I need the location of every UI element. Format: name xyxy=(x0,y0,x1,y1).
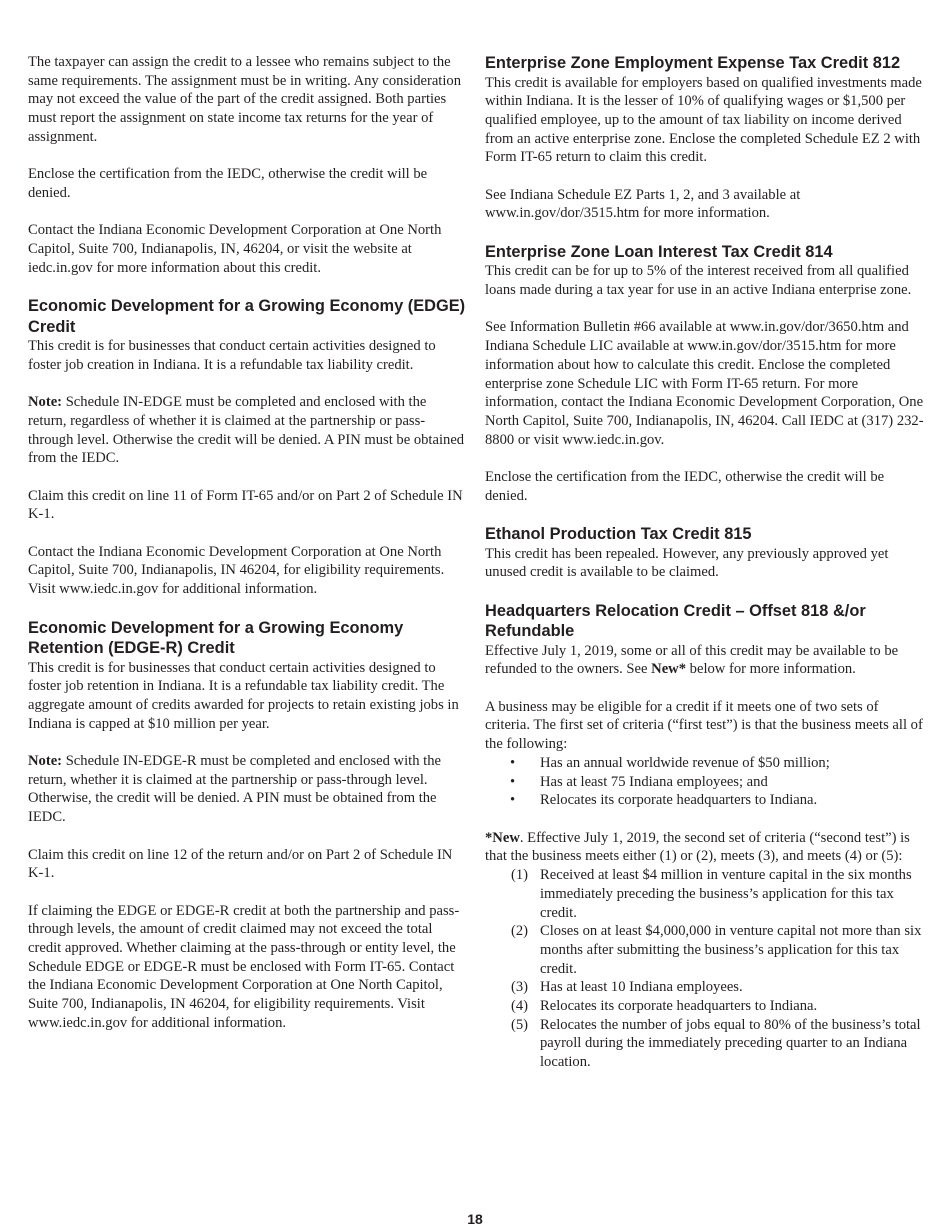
hq-new-label: *New xyxy=(485,829,520,846)
list-item-text: Received at least $4 million in venture capital in the six months immediately preceding the business’s application for this tax credit. xyxy=(540,867,912,921)
ez-loan-paragraph-1: This credit can be for up to 5% of the interest received from all qualified loans made during a tax year for use in an active Indiana enterprise zone. xyxy=(485,263,912,298)
first-test-list xyxy=(485,754,925,810)
list-item-number: (2) xyxy=(511,923,529,940)
list-item-number: (4) xyxy=(511,998,529,1015)
list-item-number: (1) xyxy=(511,867,529,884)
page-number: 18 xyxy=(467,1211,483,1227)
list-item-text: Relocates its corporate headquarters to Indiana. xyxy=(540,792,818,809)
ez-employment-paragraph-2: See Indiana Schedule EZ Parts 1, 2, and 3 available at www.in.gov/dor/3515.htm for more information. xyxy=(485,186,801,222)
hq-paragraph-1 xyxy=(485,642,925,679)
bullet-icon: • xyxy=(510,754,516,771)
hq-p1-text-b: below for more information. xyxy=(686,661,856,678)
edge-note-label: Note: xyxy=(28,394,63,411)
intro-paragraph-2: Enclose the certification from the IEDC, otherwise the credit will be denied. xyxy=(28,166,428,201)
intro-paragraph-3: Contact the Indiana Economic Development Corporation at One North Capitol, Suite 700, Indianapolis, IN, 46204, or visit the website at iedc.in.gov for more information about this credit. xyxy=(28,222,442,276)
ez-loan-paragraph-3: Enclose the certification from the IEDC, otherwise the credit will be denied. xyxy=(485,469,885,504)
list-item-number: (3) xyxy=(511,979,529,996)
right-column xyxy=(485,53,925,1072)
ez-employment-paragraph-1: This credit is available for employers based on qualified investments made within Indiana. It is the lesser of 10% of qualifying wages or $1,500 per qualified employee, up to the amount of tax liability on income derived from an active enterprise zone. Enclose the completed Schedule EZ 2 with Form IT-65 return to claim this credit. xyxy=(485,74,922,166)
list-item-text: Closes on at least $4,000,000 in venture capital not more than six months after submitting the business’s application for this tax credit. xyxy=(540,923,922,977)
intro-paragraph-1: The taxpayer can assign the credit to a lessee who remains subject to the same requirements. The assignment must be in writing. Any consideration may not exceed the value of the part of the credit assigned. Both parties must report the assignment on state income tax returns for the year of assignment. xyxy=(28,54,462,145)
hq-new-paragraph xyxy=(485,829,925,866)
edger-note-label: Note: xyxy=(28,753,63,770)
hq-new-text: . Effective July 1, 2019, the second set of criteria (“second test”) is that the business meets either (1) or (2), meets (3), and meets (4) or (5): xyxy=(485,829,910,865)
hq-p1-new-label: New* xyxy=(651,661,687,678)
hq-p1-text-a: Effective July 1, 2019, some or all of this credit may be available to be refunded to the owners. See xyxy=(485,642,899,678)
edger-note-paragraph xyxy=(28,752,468,827)
list-item-text: Has at least 75 Indiana employees; and xyxy=(540,773,768,790)
list-item-text: Has at least 10 Indiana employees. xyxy=(540,979,743,996)
list-item-text: Relocates the number of jobs equal to 80% of the business’s total payroll during the immediately preceding quarter to an Indiana location. xyxy=(540,1016,921,1071)
ez-loan-heading: Enterprise Zone Loan Interest Tax Credit 814 xyxy=(485,242,833,261)
ethanol-paragraph-1: This credit has been repealed. However, any previously approved yet unused credit is available to be claimed. xyxy=(485,545,889,581)
ez-employment-heading: Enterprise Zone Employment Expense Tax Credit 812 xyxy=(485,54,901,72)
ez-loan-paragraph-2: See Information Bulletin #66 available at www.in.gov/dor/3650.htm and Indiana Schedule LIC available at www.in.gov/dor/3515.htm for more information about how to calculate this credit. Enclose the completed enterprise zone Schedule LIC with Form IT-65 return. For more information, contact the Indiana Economic Development Corporation, One North Capitol, Suite 700, Indianapolis, IN, 46204. Call IEDC at (317) 232-8800 or visit www.iedc.in.gov. xyxy=(485,319,924,448)
edger-paragraph-4: If claiming the EDGE or EDGE-R credit at both the partnership and pass-through levels, the amount of credit claimed may not exceed the total credit approved. Whether claiming at the pass-through or entity level, the Schedule EDGE or EDGE-R must be enclosed with Form IT-65. Contact the Indiana Economic Development Corporation at One North Capitol, Suite 700, Indianapolis, IN 46204, for eligibility requirements. Visit www.iedc.in.gov for additional information. xyxy=(28,902,460,1031)
hq-paragraph-2: A business may be eligible for a credit if it meets one of two sets of criteria. The first set of criteria (“first test”) is that the business meets all of the following: xyxy=(485,698,923,753)
bullet-icon: • xyxy=(510,773,516,790)
edger-paragraph-3: Claim this credit on line 12 of the return and/or on Part 2 of Schedule IN K-1. xyxy=(28,846,453,882)
edge-note-paragraph xyxy=(28,393,468,468)
list-item xyxy=(485,997,925,1016)
edge-paragraph-4: Contact the Indiana Economic Development Corporation at One North Capitol, Suite 700, Indianapolis, IN 46204, for eligibility requirements. Visit www.iedc.in.gov for additional information. xyxy=(28,543,445,598)
list-item-text: Relocates its corporate headquarters to Indiana. xyxy=(540,998,818,1015)
edger-note-text: Schedule IN-EDGE-R must be completed and enclosed with the return, whether it is claimed at the partnership or pass-through level. Otherwise, the credit will be denied. A PIN must be obtained from the IEDC. xyxy=(28,753,441,826)
list-item xyxy=(485,773,925,792)
list-item xyxy=(485,1016,925,1072)
list-item xyxy=(485,922,925,978)
hq-relocation-heading: Headquarters Relocation Credit – Offset 818 &/or Refundable xyxy=(485,601,866,641)
list-item xyxy=(485,866,925,922)
list-item xyxy=(485,754,925,773)
edger-heading: Economic Development for a Growing Economy Retention (EDGE-R) Credit xyxy=(28,618,404,658)
bullet-icon: • xyxy=(510,792,516,809)
edger-paragraph-1: This credit is for businesses that conduct certain activities designed to foster job retention in Indiana. It is a refundable tax liability credit. The aggregate amount of credits awarded for projects to retain existing jobs in Indiana is capped at $10 million per year. xyxy=(28,659,459,732)
edge-paragraph-3: Claim this credit on line 11 of Form IT-65 and/or on Part 2 of Schedule IN K-1. xyxy=(28,487,463,523)
list-item-number: (5) xyxy=(511,1016,529,1033)
edge-note-text: Schedule IN-EDGE must be completed and enclosed with the return, regardless of whether it is claimed at the partnership or pass-through level. Otherwise the credit will be denied. A PIN must be obtained from the IEDC. xyxy=(28,394,465,467)
left-column xyxy=(28,53,468,1033)
edge-paragraph-1: This credit is for businesses that conduct certain activities designed to foster job creation in Indiana. It is a refundable tax liability credit. xyxy=(28,338,436,373)
edge-heading: Economic Development for a Growing Economy (EDGE) Credit xyxy=(28,297,466,336)
list-item xyxy=(485,791,925,810)
list-item xyxy=(485,978,925,997)
list-item-text: Has an annual worldwide revenue of $50 million; xyxy=(540,754,830,771)
second-test-list xyxy=(485,866,925,1072)
ethanol-heading: Ethanol Production Tax Credit 815 xyxy=(485,525,752,544)
